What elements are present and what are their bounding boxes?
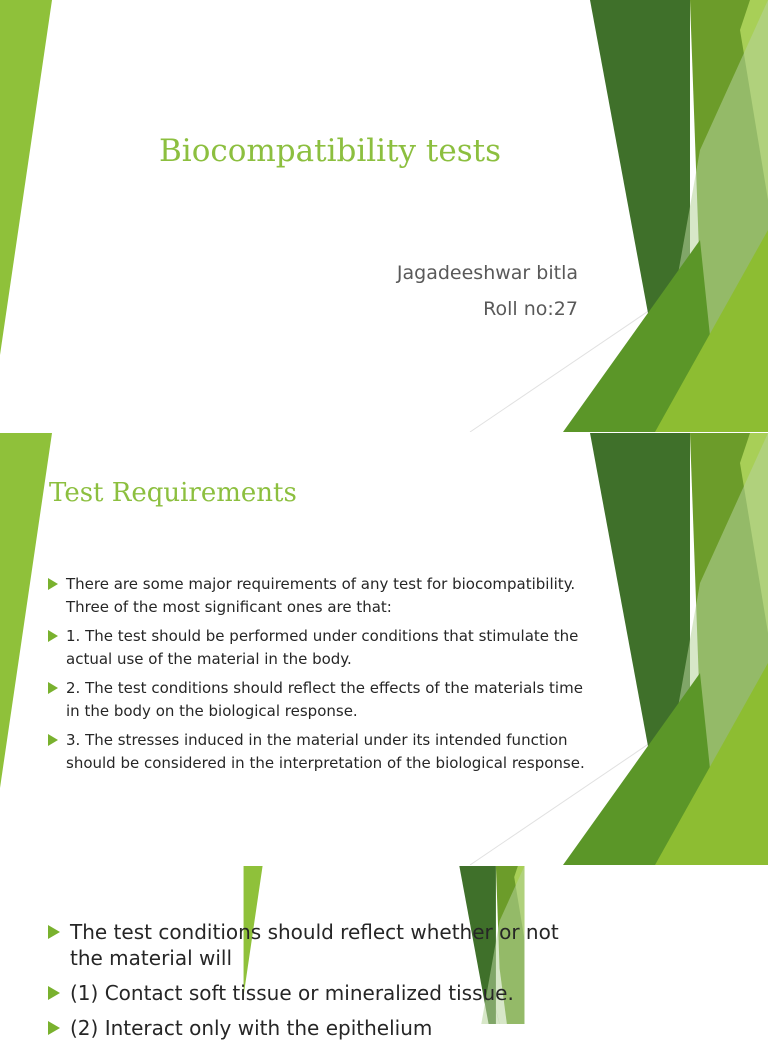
list-item [48, 625, 588, 671]
conditions-list [48, 919, 588, 1050]
requirements-list [48, 573, 588, 781]
list-item-text: There are some major requirements of any test for biocompatibility. Three of the most significant ones are that: [66, 575, 576, 616]
list-item [48, 677, 588, 723]
list-item-text: (2) Interact only with the epithelium [70, 1016, 433, 1040]
list-item [48, 1015, 588, 1041]
roll-number: Roll no:27 [483, 298, 578, 320]
triangle-bullet-icon [48, 682, 58, 694]
list-item-text: 1. The test should be performed under conditions that stimulate the actual use of the material in the body. [66, 627, 579, 668]
author-name: Jagadeeshwar bitla [396, 262, 578, 284]
left-green-sliver [0, 0, 52, 355]
list-item-text: The test conditions should reflect whether or not the material will [70, 920, 559, 970]
triangle-bullet-icon [48, 986, 60, 1000]
triangle-bullet-icon [48, 925, 60, 939]
slide-title [0, 0, 768, 432]
triangle-bullet-icon [48, 630, 58, 642]
triangle-bullet-icon [48, 578, 58, 590]
triangle-bullet-icon [48, 734, 58, 746]
list-item-text: 3. The stresses induced in the material under its intended function should be considered in the interpretation of the biological response. [66, 731, 585, 772]
triangle-bullet-icon [48, 1021, 60, 1035]
slide-decoration [0, 0, 768, 432]
list-item [48, 919, 588, 971]
list-item [48, 573, 588, 619]
left-green-sliver [0, 433, 52, 788]
list-item [48, 729, 588, 775]
slide-heading: Test Requirements [49, 478, 297, 508]
list-item [48, 980, 588, 1006]
list-item-text: 2. The test conditions should reflect the effects of the materials time in the body on the biological response. [66, 679, 583, 720]
list-item-text: (1) Contact soft tissue or mineralized tissue. [70, 981, 514, 1005]
slide-title-text: Biocompatibility tests [159, 133, 501, 169]
